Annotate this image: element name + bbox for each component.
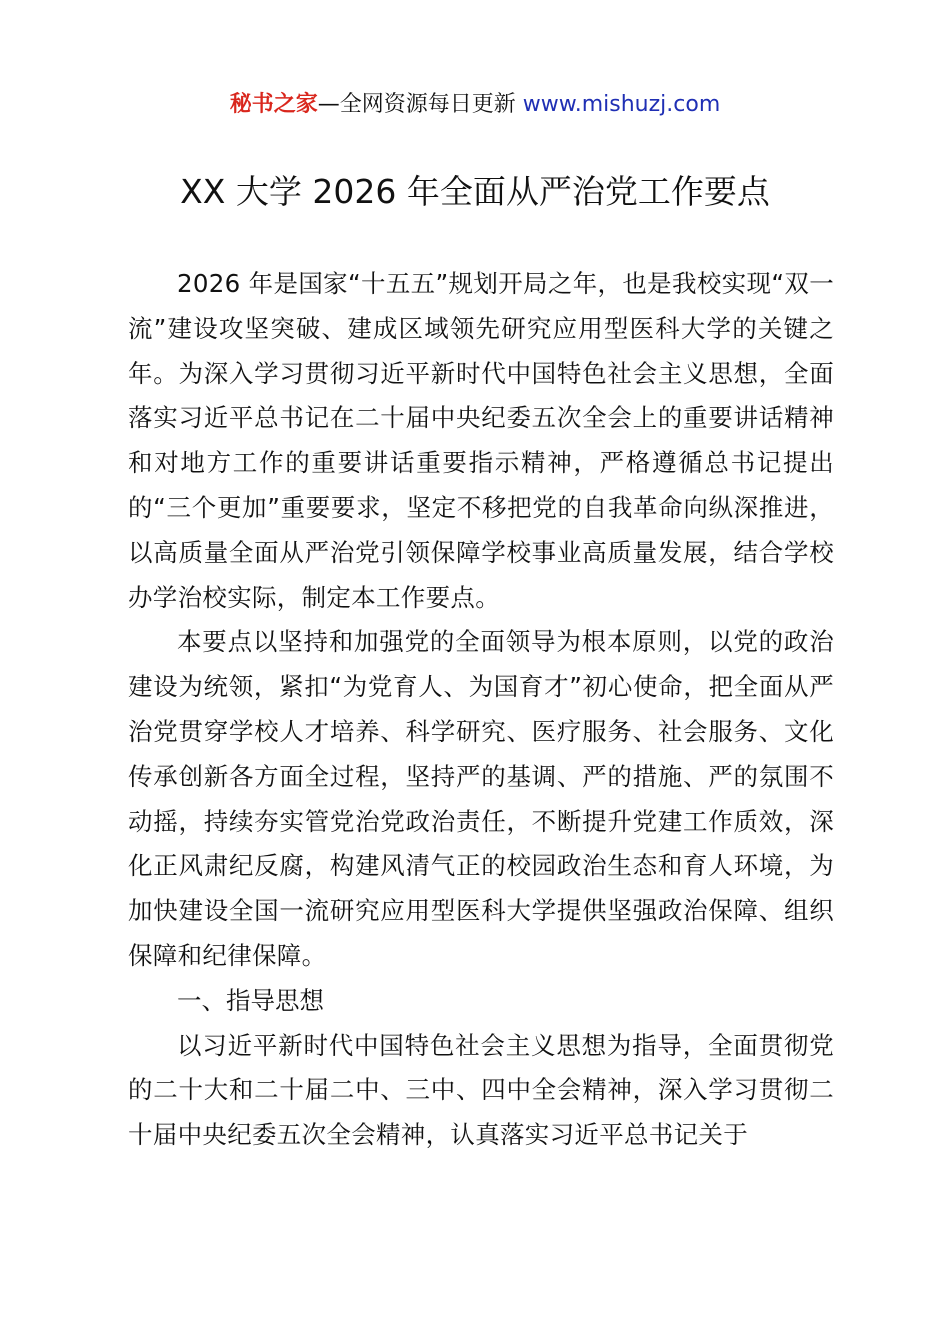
body-paragraph: 2026 年是国家“十五五”规划开局之年，也是我校实现“双一流”建设攻坚突破、建成区域领先研究应用型医科大学的关键之年。为深入学习贯彻习近平新时代中国特色社会主义思想，全面落实习近平总书记在二十届中央纪委五次全会上的重要讲话精神和对地方工作的重要讲话重要指示精神，严格遵循总书记提出的“三个更加”重要要求，坚定不移把党的自我革命向纵深推进，以高质量全面从严治党引领保障学校事业高质量发展，结合学校办学治校实际，制定本工作要点。 — [128, 269, 834, 612]
body-paragraph: 以习近平新时代中国特色社会主义思想为指导，全面贯彻党的二十大和二十届二中、三中、四中全会精神，深入学习贯彻二十届中央纪委五次全会精神，认真落实习近平总书记关于 — [128, 1030, 834, 1150]
document-body — [128, 262, 834, 1158]
section-heading: 一、指导思想 — [177, 985, 324, 1015]
document-title: XX 大学 2026 年全面从严治党工作要点 — [180, 172, 770, 211]
site-header — [0, 88, 950, 122]
body-paragraph: 本要点以坚持和加强党的全面领导为根本原则，以党的政治建设为统领，紧扣“为党育人、为国育才”初心使命，把全面从严治党贯穿学校人才培养、科学研究、医疗服务、社会服务、文化传承创新各方面全过程，坚持严的基调、严的措施、严的氛围不动摇，持续夯实管党治党政治责任，不断提升党建工作质效，深化正风肃纪反腐，构建风清气正的校园政治生态和育人环境，为加快建设全国一流研究应用型医科大学提供坚强政治保障、组织保障和纪律保障。 — [128, 627, 834, 970]
header-slogan: —全网资源每日更新 — [317, 92, 523, 117]
brand-name: 秘书之家 — [229, 92, 318, 117]
site-url-link[interactable]: www.mishuzj.com — [522, 92, 721, 117]
